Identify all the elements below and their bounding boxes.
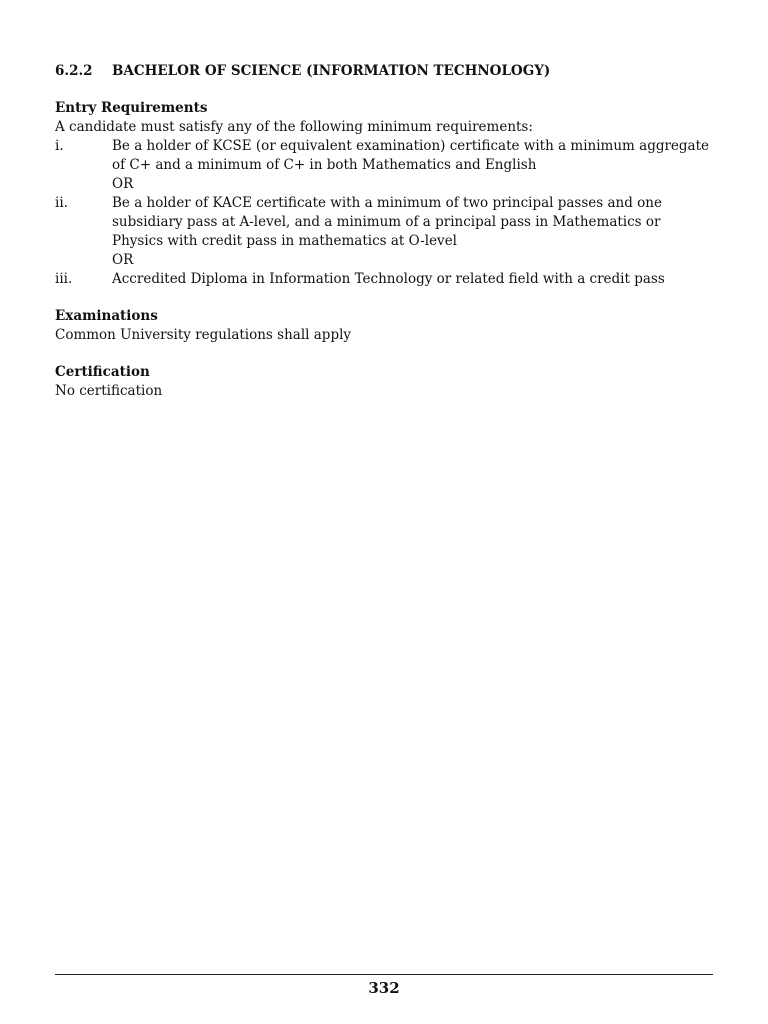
requirement-line: Be a holder of KACE certificate with a minimum of two principal passes and one <box>112 195 662 211</box>
requirement-text <box>112 194 715 251</box>
requirement-text <box>112 137 715 175</box>
requirement-numeral: ii. <box>55 195 68 211</box>
requirement-text <box>112 270 715 289</box>
examinations-heading: Examinations <box>55 308 158 324</box>
requirement-line: of C+ and a minimum of C+ in both Mathematics and English <box>112 157 537 173</box>
or-separator: OR <box>112 252 134 268</box>
requirement-line: Be a holder of KCSE (or equivalent examination) certificate with a minimum aggregate <box>112 138 710 154</box>
entry-requirements-intro: A candidate must satisfy any of the following minimum requirements: <box>55 119 533 135</box>
requirement-numeral: iii. <box>55 271 73 287</box>
requirement-item-i <box>55 137 715 175</box>
examinations-text: Common University regulations shall apply <box>55 327 352 343</box>
section-title: BACHELOR OF SCIENCE (INFORMATION TECHNOLOGY) <box>112 63 551 79</box>
requirement-item-ii <box>55 194 715 251</box>
footer-divider <box>55 974 713 975</box>
page-number: 332 <box>368 979 400 997</box>
section-heading <box>55 62 715 81</box>
requirement-line: Accredited Diploma in Information Technology or related field with a credit pass <box>112 271 665 287</box>
section-number: 6.2.2 <box>55 63 93 79</box>
requirement-item-iii <box>55 270 715 289</box>
entry-requirements-heading: Entry Requirements <box>55 100 208 116</box>
certification-heading: Certification <box>55 364 150 380</box>
requirement-line: subsidiary pass at A-level, and a minimum of a principal pass in Mathematics or <box>112 214 661 230</box>
requirement-line: Physics with credit pass in mathematics at O-level <box>112 233 457 249</box>
requirement-numeral: i. <box>55 138 64 154</box>
certification-text: No certification <box>55 383 163 399</box>
document-page <box>55 62 715 401</box>
or-separator: OR <box>112 176 134 192</box>
